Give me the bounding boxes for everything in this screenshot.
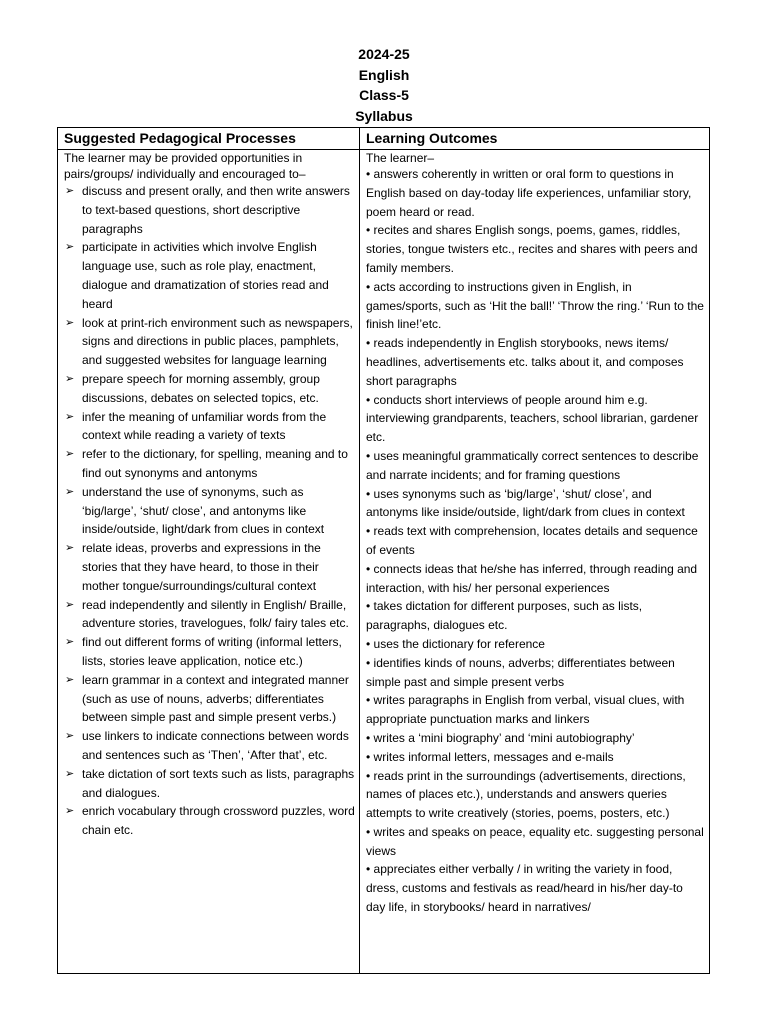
- process-text: discuss and present orally, and then write answers to text-based questions, short descriptive paragraphs: [82, 184, 350, 236]
- process-text: prepare speech for morning assembly, group discussions, debates on selected topics, etc.: [82, 371, 320, 405]
- arrow-bullet-icon: ➢: [65, 372, 75, 385]
- process-item: [64, 445, 355, 483]
- dot-bullet-icon: •: [366, 824, 374, 839]
- process-text: refer to the dictionary, for spelling, meaning and to find out synonyms and antonyms: [82, 447, 348, 480]
- process-text: relate ideas, proverbs and expressions in the stories that they have heard, to those in their mother tongue/surroundings/cultural context: [82, 541, 321, 593]
- outcome-item: [366, 654, 705, 692]
- arrow-bullet-icon: ➢: [65, 673, 75, 686]
- outcome-item: [366, 560, 705, 598]
- outcome-item: [366, 691, 705, 729]
- outcome-text: reads print in the surroundings (advertisements, directions, names of places etc.), understands and answers queries attempts to write creatively (stories, poems, posters, etc.): [366, 768, 686, 821]
- pedagogical-processes-cell: [58, 150, 360, 974]
- process-text: infer the meaning of unfamiliar words from the context while reading a variety of texts: [82, 409, 327, 443]
- outcome-item: [366, 485, 705, 523]
- process-item: [64, 539, 355, 595]
- outcome-item: [366, 334, 705, 390]
- outcome-text: reads text with comprehension, locates details and sequence of events: [366, 524, 698, 557]
- outcome-item: [366, 221, 705, 277]
- process-item: [64, 483, 355, 539]
- outcome-item: [366, 823, 705, 861]
- outcomes-intro: The learner–: [366, 151, 435, 165]
- process-text: use linkers to indicate connections between words and sentences such as ‘Then’, ‘After that’, etc.: [82, 729, 349, 762]
- outcome-item: [366, 729, 705, 748]
- process-item: [64, 633, 355, 671]
- outcome-item: [366, 447, 705, 485]
- outcome-text: answers coherently in written or oral form to questions in English based on day-today life experiences, unfamiliar story, poem heard or read.: [366, 167, 692, 219]
- process-text: find out different forms of writing (informal letters, lists, stories leave application, notice etc.): [82, 635, 342, 668]
- outcome-text: takes dictation for different purposes, such as lists, paragraphs, dialogues etc.: [366, 599, 643, 633]
- dot-bullet-icon: •: [366, 279, 374, 294]
- arrow-bullet-icon: ➢: [65, 767, 75, 780]
- dot-bullet-icon: •: [366, 524, 374, 539]
- table-header-row: [58, 128, 710, 150]
- process-item: [64, 596, 355, 634]
- process-text: look at print-rich environment such as newspapers, signs and directions in public places, pamphlets, and suggested websites for language learning: [82, 315, 353, 368]
- outcome-item: [366, 278, 705, 334]
- dot-bullet-icon: •: [366, 655, 374, 670]
- outcomes-list: [366, 165, 705, 917]
- process-text: participate in activities which involve English language use, such as role play, enactment, dialogue and dramatization of stories read and heard: [82, 240, 329, 311]
- document-heading: [0, 44, 768, 126]
- outcome-item: [366, 860, 705, 916]
- outcome-item: [366, 522, 705, 560]
- outcome-item: [366, 748, 705, 767]
- arrow-bullet-icon: ➢: [65, 542, 75, 555]
- arrow-bullet-icon: ➢: [65, 410, 75, 423]
- outcome-item: [366, 767, 705, 823]
- process-text: understand the use of synonyms, such as ‘big/large’, ‘shut/ close’, and antonyms like inside/outside, light/dark from clues in context: [82, 484, 325, 537]
- outcome-text: writes paragraphs in English from verbal, visual clues, with appropriate punctuation marks and linkers: [366, 693, 685, 727]
- dot-bullet-icon: •: [366, 561, 374, 576]
- outcome-text: conducts short interviews of people around him e.g. interviewing grandparents, teachers, school librarian, gardener etc.: [366, 392, 699, 445]
- outcome-text: reads independently in English storybooks, news items/ headlines, advertisements etc. talks about it, and composes short paragraphs: [366, 336, 684, 388]
- outcome-item: [366, 391, 705, 447]
- processes-list: [64, 182, 355, 840]
- process-text: enrich vocabulary through crossword puzzles, word chain etc.: [82, 804, 355, 838]
- arrow-bullet-icon: ➢: [65, 636, 75, 649]
- outcome-text: uses synonyms such as ‘big/large’, ‘shut/ close’, and antonyms like inside/outside, light/dark from clues in context: [366, 486, 685, 520]
- year-label: 2024-25: [358, 46, 410, 62]
- outcome-text: writes and speaks on peace, equality etc. suggesting personal views: [366, 824, 704, 858]
- dot-bullet-icon: •: [366, 392, 374, 407]
- outcome-text: writes a ‘mini biography’ and ‘mini autobiography’: [373, 730, 635, 745]
- process-item: [64, 727, 355, 765]
- process-item: [64, 238, 355, 313]
- process-item: [64, 182, 355, 238]
- subject-label: English: [358, 66, 410, 83]
- arrow-bullet-icon: ➢: [65, 805, 75, 818]
- outcome-item: [366, 635, 705, 654]
- process-item: [64, 765, 355, 803]
- dot-bullet-icon: •: [366, 486, 374, 501]
- process-item: [64, 802, 355, 840]
- arrow-bullet-icon: ➢: [65, 185, 75, 197]
- process-text: learn grammar in a context and integrated manner (such as use of nouns, adverbs; differentiates between simple past and simple present verbs.): [82, 672, 349, 725]
- dot-bullet-icon: •: [366, 749, 374, 764]
- process-item: [64, 370, 355, 408]
- process-item: [64, 408, 355, 446]
- process-item: [64, 671, 355, 727]
- arrow-bullet-icon: ➢: [65, 316, 75, 329]
- process-text: read independently and silently in English/ Braille, adventure stories, travelogues, folk/ fairy tales etc.: [82, 597, 349, 631]
- outcome-text: acts according to instructions given in English, in games/sports, such as ‘Hit the ball!’ ‘Throw the ring.’ ‘Run to the finish line!’etc.: [366, 279, 704, 332]
- pedagogical-processes-header: Suggested Pedagogical Processes: [58, 128, 360, 150]
- arrow-bullet-icon: ➢: [65, 448, 75, 461]
- outcome-text: identifies kinds of nouns, adverbs; differentiates between simple past and simple present verbs: [366, 655, 675, 689]
- arrow-bullet-icon: ➢: [65, 730, 75, 743]
- outcome-text: appreciates either verbally / in writing the variety in food, dress, customs and festivals as read/heard in his/her day-to day life, in storybooks/ heard in narratives/: [366, 862, 683, 915]
- dot-bullet-icon: •: [366, 223, 374, 238]
- syllabus-title: Syllabus: [355, 107, 413, 124]
- dot-bullet-icon: •: [366, 636, 374, 651]
- dot-bullet-icon: •: [366, 448, 374, 463]
- arrow-bullet-icon: ➢: [65, 485, 75, 498]
- process-item: [64, 314, 355, 370]
- dot-bullet-icon: •: [366, 862, 374, 877]
- arrow-bullet-icon: ➢: [65, 598, 75, 611]
- outcome-item: [366, 597, 705, 635]
- learning-outcomes-cell: [360, 150, 710, 974]
- outcome-text: connects ideas that he/she has inferred, through reading and interaction, with his/ her personal experiences: [366, 561, 698, 595]
- outcome-text: writes informal letters, messages and e-mails: [373, 749, 614, 764]
- dot-bullet-icon: •: [366, 768, 374, 783]
- learning-outcomes-header: Learning Outcomes: [360, 128, 710, 150]
- dot-bullet-icon: •: [366, 336, 374, 351]
- arrow-bullet-icon: ➢: [65, 241, 75, 254]
- syllabus-table: [57, 127, 710, 974]
- dot-bullet-icon: •: [366, 167, 374, 181]
- dot-bullet-icon: •: [366, 599, 374, 614]
- outcome-text: uses the dictionary for reference: [373, 636, 545, 651]
- processes-intro: The learner may be provided opportunities in pairs/groups/ individually and encouraged to–: [64, 151, 306, 181]
- table-row: [58, 150, 710, 974]
- dot-bullet-icon: •: [366, 693, 374, 708]
- process-text: take dictation of sort texts such as lists, paragraphs and dialogues.: [82, 766, 355, 800]
- outcome-text: uses meaningful grammatically correct sentences to describe and narrate incidents; and for framing questions: [366, 448, 699, 482]
- dot-bullet-icon: •: [366, 730, 374, 745]
- class-label: Class-5: [359, 87, 409, 103]
- outcome-text: recites and shares English songs, poems, games, riddles, stories, tongue twisters etc., recites and shares with peers and family members.: [366, 223, 698, 275]
- outcome-item: [366, 165, 705, 221]
